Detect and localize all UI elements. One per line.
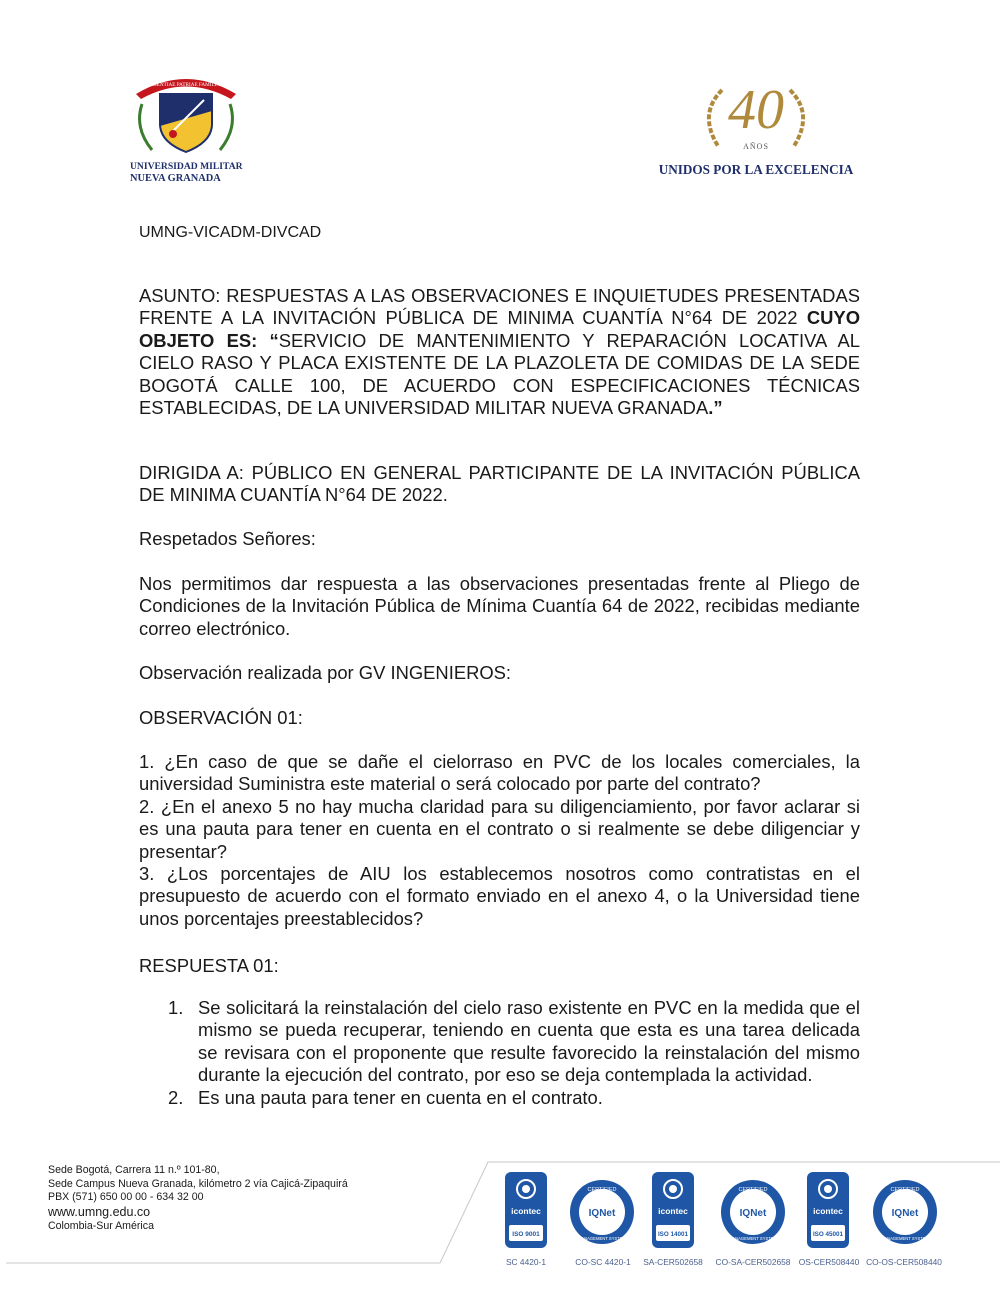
asunto-end: .” xyxy=(708,397,723,419)
asunto-paragraph xyxy=(139,285,860,419)
anniversary-logo xyxy=(648,79,864,180)
observation-item: 3. ¿Los porcentajes de AIU los establecemos nosotros como contratistas en el presupuesto de acuerdo con el formato enviado en el anexo 4, o la Universidad tiene unos porcentajes preestablecidos? xyxy=(139,863,860,929)
iqnet-badge xyxy=(568,1178,636,1254)
anniversary-slogan: UNIDOS POR LA EXCELENCIA xyxy=(658,162,854,177)
cert-label: IQNet xyxy=(588,1208,616,1219)
asunto-prefix: ASUNTO: RESPUESTAS A LAS OBSERVACIONES E INQUIETUDES PRESENTADAS FRENTE A LA INVITACIÓN PÚBLICA DE MINIMA CUANTÍA N°64 DE 2022 xyxy=(139,285,860,329)
iqnet-icon xyxy=(719,1178,787,1246)
icontec-iso14001-badge xyxy=(652,1172,720,1248)
asunto-bold: CUYO OBJETO ES: “ xyxy=(139,307,860,351)
footer-country: Colombia-Sur América xyxy=(48,1219,154,1232)
iqnet-badge xyxy=(871,1178,939,1254)
cert-code: SC 4420-1 xyxy=(505,1257,547,1267)
observation-item: 2. ¿En el anexo 5 no hay mucha claridad para su diligenciamiento, por favor aclarar si es una pauta para tener en cuenta en el contrato o si realmente se debe diligenciar y presentar? xyxy=(139,795,860,862)
cert-top: CERTIFIED xyxy=(587,1187,617,1193)
response-item-text: Es una pauta para tener en cuenta en el contrato. xyxy=(198,1086,603,1108)
response-list xyxy=(139,997,860,1109)
umng-motto: SCIENTIAE PATRIAE FAMILIAE xyxy=(148,82,224,88)
cert-code: CO-SA-CER502658 xyxy=(715,1257,791,1267)
response-item xyxy=(139,997,860,1087)
cert-bottom: MANAGEMENT SYSTEM xyxy=(880,1236,930,1241)
icontec-icon xyxy=(505,1172,547,1248)
cert-label: icontec xyxy=(511,1206,541,1216)
greeting: Respetados Señores: xyxy=(139,528,316,549)
icontec-iso9001-badge xyxy=(505,1172,573,1248)
iqnet-icon xyxy=(871,1178,939,1246)
footer-phone: PBX (571) 650 00 00 - 634 32 00 xyxy=(48,1191,204,1203)
cert-bottom: MANAGEMENT SYSTEM xyxy=(728,1236,778,1241)
icontec-icon xyxy=(807,1172,849,1248)
observer-line: Observación realizada por GV INGENIEROS: xyxy=(139,662,512,683)
observation-title: OBSERVACIÓN 01: xyxy=(139,707,303,728)
response-item-number: 2. xyxy=(168,1086,184,1108)
cert-bottom: MANAGEMENT SYSTEM xyxy=(577,1236,627,1241)
cert-label: icontec xyxy=(658,1206,688,1216)
cert-code: CO-OS-CER508440 xyxy=(866,1257,942,1267)
cert-iso: ISO 9001 xyxy=(512,1231,540,1238)
anniversary-number: 40 xyxy=(728,79,784,141)
footer-contact xyxy=(48,1164,408,1233)
cert-code: SA-CER502658 xyxy=(643,1257,703,1267)
footer-address-bogota: Sede Bogotá, Carrera 11 n.º 101-80, xyxy=(48,1164,220,1176)
cert-top: CERTIFIED xyxy=(738,1187,768,1193)
cert-iso: ISO 14001 xyxy=(657,1231,689,1238)
umng-name-line2: NUEVA GRANADA xyxy=(130,173,221,184)
response-item xyxy=(139,1087,860,1109)
umng-shield-icon xyxy=(128,66,244,188)
cert-label: icontec xyxy=(813,1206,843,1216)
cert-label: IQNet xyxy=(739,1208,767,1219)
response-item-text: Se solicitará la reinstalación del cielo raso existente en PVC en la medida que el mismo se pueda recuperar, teniendo en cuenta que esta es una tarea delicada se revisara con el proponente que resulte favorecido la reinstalación del mismo durante la ejecución del contrato, por eso se deja contemplada la actividad. xyxy=(198,997,860,1086)
icontec-icon xyxy=(652,1172,694,1248)
document-reference: UMNG-VICADM-DIVCAD xyxy=(139,224,322,241)
umng-name-line1: UNIVERSIDAD MILITAR xyxy=(130,161,243,172)
anniversary-anos: AÑOS xyxy=(743,142,769,151)
response-title: RESPUESTA 01: xyxy=(139,955,279,976)
cert-code: CO-SC 4420-1 xyxy=(575,1257,631,1267)
intro-paragraph: Nos permitimos dar respuesta a las observaciones presentadas frente al Pliego de Condiciones de la Invitación Pública de Mínima Cuantía 64 de 2022, recibidas mediante correo electrónico. xyxy=(139,573,860,639)
cert-code: OS-CER508440 xyxy=(798,1257,860,1267)
footer-address-campus: Sede Campus Nueva Granada, kilómetro 2 vía Cajicá-Zipaquirá xyxy=(48,1177,348,1190)
cert-top: CERTIFIED xyxy=(890,1187,920,1193)
observation-item: 1. ¿En caso de que se dañe el cielorraso en PVC de los locales comerciales, la universidad Suministra este material o será colocado por parte del contrato? xyxy=(139,751,860,795)
iqnet-icon xyxy=(568,1178,636,1246)
observation-items xyxy=(139,751,860,930)
cert-label: IQNet xyxy=(891,1208,919,1219)
response-item-number: 1. xyxy=(168,997,184,1018)
asunto-rest: SERVICIO DE MANTENIMIENTO Y REPARACIÓN LOCATIVA AL CIELO RASO Y PLACA EXISTENTE DE LA PLAZOLETA DE COMIDAS DE LA SEDE BOGOTÁ CALLE 100, DE ACUERDO CON ESPECIFICACIONES TÉCNICAS ESTABLECIDAS, DE LA UNIVERSIDAD MILITAR NUEVA GRANADA xyxy=(139,329,861,419)
icontec-iso45001-badge xyxy=(807,1172,875,1248)
iqnet-badge xyxy=(719,1178,787,1254)
dirigida-paragraph: DIRIGIDA A: PÚBLICO EN GENERAL PARTICIPANTE DE LA INVITACIÓN PÚBLICA DE MINIMA CUANTÍA N°64 DE 2022. xyxy=(139,462,860,506)
footer-website[interactable]: www.umng.edu.co xyxy=(48,1204,151,1219)
cert-iso: ISO 45001 xyxy=(812,1231,844,1238)
